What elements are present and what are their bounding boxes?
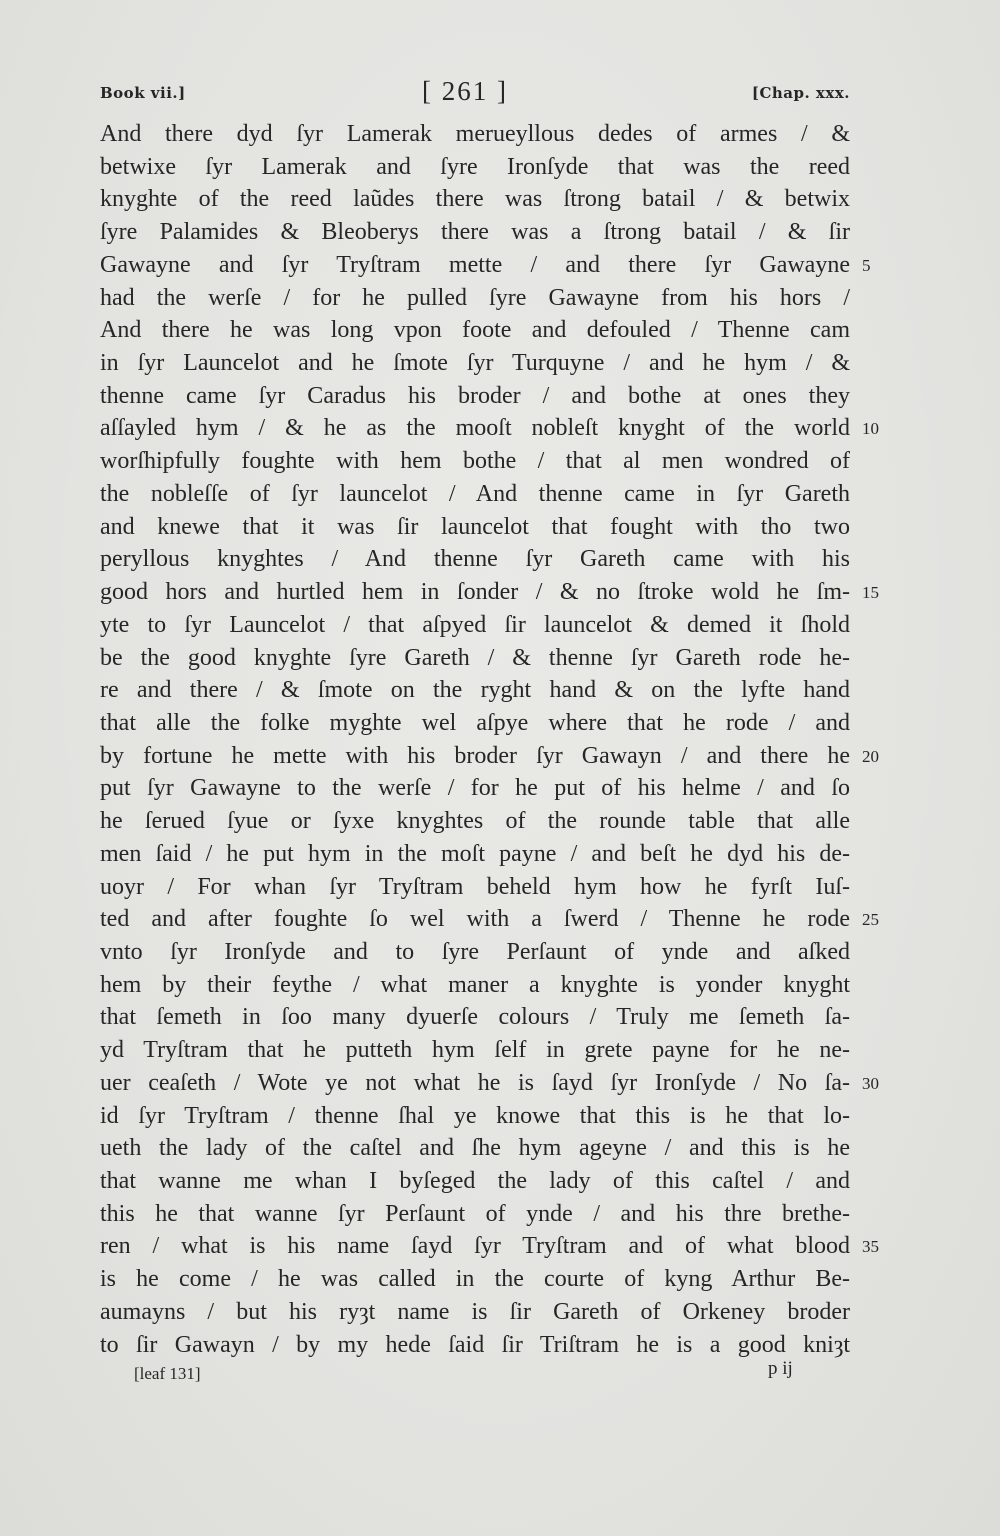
text-line: And there he was long vpon foote and defouled / Thenne cam	[100, 317, 850, 344]
text-line: to ſir Gawayn / by my hede ſaid ſir Triſtram he is a good kniȝt	[100, 1331, 850, 1358]
text-line: be the good knyghte ſyre Gareth / & thenne ſyr Gareth rode he-	[100, 644, 850, 671]
text-line: yte to ſyr Launcelot / that aſpyed ſir launcelot & demed it ſhold	[100, 611, 850, 638]
text-line: And there dyd ſyr Lamerak merueyllous dedes of armes / &	[100, 121, 850, 147]
text-line: hem by their feythe / what maner a knyghte is yonder knyght	[100, 971, 850, 998]
text-line: is he come / he was called in the courte of kyng Arthur Be-	[100, 1266, 850, 1293]
text-line: the nobleſſe of ſyr launcelot / And thenne came in ſyr Gareth	[100, 480, 850, 507]
line-number: 15	[862, 583, 879, 603]
leaf-signature: [leaf 131]	[134, 1364, 201, 1383]
text-line: knyghte of the reed laũdes there was ſtrong batail / & betwix	[100, 186, 850, 213]
text-line: he ſerued ſyue or ſyxe knyghtes of the rounde table that alle	[100, 808, 850, 835]
text-line: re and there / & ſmote on the ryght hand & on the lyfte hand	[100, 677, 850, 704]
text-line: yd Tryſtram that he putteth hym ſelf in grete payne for he ne-	[100, 1037, 850, 1064]
text-line: thenne came ſyr Caradus his broder / and bothe at ones they	[100, 382, 850, 409]
text-line: uer ceaſeth / Wote ye not what he is ſayd ſyr Ironſyde / No ſa- 30	[100, 1067, 850, 1100]
line-number: 35	[862, 1237, 879, 1257]
line-number: 30	[862, 1073, 879, 1093]
text-line: ren / what is his name ſayd ſyr Tryſtram and of what blood 35	[100, 1230, 850, 1263]
line-number: 5	[862, 255, 871, 275]
body-text	[100, 118, 879, 1361]
text-line: aſſayled hym / & he as the mooſt nobleſt knyght of the world 10	[100, 412, 850, 445]
running-head-chapter: [Chap. xxx.	[751, 84, 850, 102]
running-head-book: Book vii.]	[100, 84, 186, 102]
gathering-signature: p ij	[768, 1358, 793, 1379]
running-head	[100, 76, 850, 112]
text-line: ted and after foughte ſo wel with a ſwerd / Thenne he rode 25	[100, 903, 850, 936]
text-line: vnto ſyr Ironſyde and to ſyre Perſaunt of ynde and aſked	[100, 938, 850, 965]
text-line: had the werſe / for he pulled ſyre Gawayne from his hors /	[100, 284, 850, 311]
text-line: Gawayne and ſyr Tryſtram mette / and there ſyr Gawayne 5	[100, 249, 850, 282]
text-line: ſyre Palamides & Bleoberys there was a ſtrong batail / & ſir	[100, 219, 850, 246]
text-line: that wanne me whan I byſeged the lady of this caſtel / and	[100, 1168, 850, 1194]
page-number: [ 261 ]	[422, 76, 508, 106]
text-line: aumayns / but his ryȝt name is ſir Gareth of Orkeney broder	[100, 1298, 850, 1325]
text-line: that ſemeth in ſoo many dyuerſe colours / Truly me ſemeth ſa-	[100, 1004, 850, 1031]
text-line: peryllous knyghtes / And thenne ſyr Gareth came with his	[100, 546, 850, 573]
text-line: uoyr / For whan ſyr Tryſtram beheld hym how he fyrſt Iuſ-	[100, 873, 850, 900]
line-number: 25	[862, 910, 879, 930]
text-line: id ſyr Tryſtram / thenne ſhal ye knowe that this is he that lo-	[100, 1102, 850, 1129]
text-line: worſhipfully foughte with hem bothe / that al men wondred of	[100, 448, 850, 475]
text-line: that alle the folke myghte wel aſpye where that he rode / and	[100, 709, 850, 736]
line-number: 10	[862, 419, 879, 439]
text-line: good hors and hurtled hem in ſonder / & no ſtroke wold he ſm- 15	[100, 576, 850, 609]
text-line: and knewe that it was ſir launcelot that fought with tho two	[100, 513, 850, 540]
text-line: ueth the lady of the caſtel and ſhe hym ageyne / and this is he	[100, 1135, 850, 1162]
text-line: betwixe ſyr Lamerak and ſyre Ironſyde that was the reed	[100, 153, 850, 180]
text-line: by fortune he mette with his broder ſyr Gawayn / and there he 20	[100, 740, 850, 773]
text-line: in ſyr Launcelot and he ſmote ſyr Turquyne / and he hym / &	[100, 350, 850, 377]
text-line: this he that wanne ſyr Perſaunt of ynde / and his thre brethe-	[100, 1200, 850, 1227]
line-number: 20	[862, 746, 879, 766]
text-line: put ſyr Gawayne to the werſe / for he put of his helme / and ſo	[100, 775, 850, 802]
text-line: men ſaid / he put hym in the moſt payne / and beſt he dyd his de-	[100, 840, 850, 867]
